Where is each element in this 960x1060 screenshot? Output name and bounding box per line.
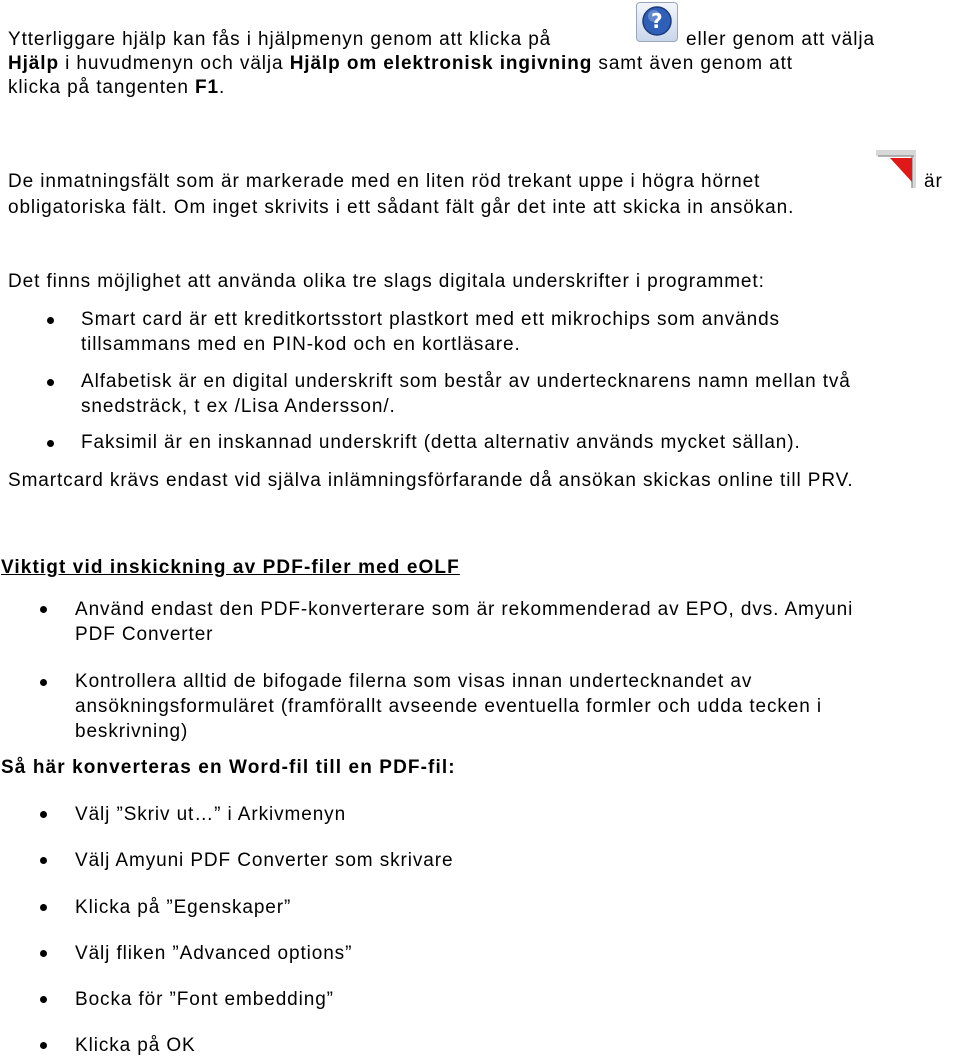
convert-step-6: Klicka på OK [75,1035,196,1056]
bullet-dot [40,996,47,1003]
pdf-item-line: beskrivning) [75,721,189,742]
convert-step-1: Välj ”Skriv ut…” i Arkivmenyn [75,804,347,825]
help-line-1b [686,28,875,52]
pdf-item-line: ansökningsformuläret (framförallt avseende eventuella formler och udda tecken i [75,696,823,717]
help-text-2b: samt även genom att [592,53,793,74]
help-bold-ingivning: Hjälp om elektronisk ingivning [289,53,593,74]
help-text-3b: . [219,77,226,98]
help-text-1b: eller genom att välja [686,29,875,50]
help-question-icon [636,2,678,42]
mandatory-text-1a: De inmatningsfält som är markerade med en liten röd trekant uppe i högra hörnet [8,171,761,192]
help-line-2 [8,52,793,76]
convert-step-4: Välj fliken ”Advanced options” [75,943,353,964]
mandatory-line-1b [924,170,943,194]
convert-step-2: Välj Amyuni PDF Converter som skrivare [75,850,454,871]
pdf-item-line: Kontrollera alltid de bifogade filerna som visas innan undertecknandet av [75,671,753,692]
mandatory-text-1b: är [924,171,943,192]
signature-item-line: snedsträck, t ex /Lisa Andersson/. [81,396,396,417]
signatures-footer-text: Smartcard krävs endast vid själva inlämningsförfarande då ansökan skickas online till PRV. [8,470,854,491]
mandatory-line-2 [8,196,794,220]
help-bold-f1: F1 [195,77,219,98]
pdf-item-line: PDF Converter [75,624,214,645]
svg-text:?: ? [650,9,664,33]
signatures-footer [8,469,854,493]
bullet-dot [40,606,47,613]
bullet-dot [47,317,54,324]
signature-item-line: Smart card är ett kreditkortsstort plastkort med ett mikrochips som används [81,309,780,330]
signature-item-alfabetisk [81,369,851,419]
convert-step-5: Bocka för ”Font embedding” [75,989,334,1010]
pdf-heading-text: Viktigt vid inskickning av PDF-filer med eOLF [1,557,460,578]
bullet-dot [40,857,47,864]
signature-item-line: Alfabetisk är en digital underskrift som består av undertecknarens namn mellan två [81,371,851,392]
signatures-intro-text: Det finns möjlighet att använda olika tre slags digitala underskrifter i programmet: [8,271,765,292]
pdf-heading [1,556,460,580]
help-text-1a: Ytterliggare hjälp kan fås i hjälpmenyn genom att klicka på [8,29,552,50]
bullet-dot [40,811,47,818]
help-line-1 [8,28,551,52]
red-triangle-corner-icon [874,148,918,190]
bullet-dot [47,379,54,386]
signature-item-line: Faksimil är en inskannad underskrift (detta alternativ används mycket sällan). [81,432,801,453]
signature-item-line: tillsammans med en PIN-kod och en kortläsare. [81,334,521,355]
convert-heading [1,756,456,780]
signature-item-smartcard [81,307,780,357]
bullet-dot [40,950,47,957]
signature-item-faksimil [81,430,801,455]
convert-step-3: Klicka på ”Egenskaper” [75,897,292,918]
bullet-dot [40,679,47,686]
pdf-item-line: Använd endast den PDF-konverterare som är rekommenderad av EPO, dvs. Amyuni [75,599,854,620]
bullet-dot [40,904,47,911]
help-bold-hjalp: Hjälp [8,53,59,74]
pdf-item-converter [75,597,853,647]
pdf-item-kontrollera [75,669,822,744]
help-line-3 [8,76,225,100]
bullet-dot [40,1042,47,1049]
mandatory-text-2: obligatoriska fält. Om inget skrivits i ett sådant fält går det inte att skicka in ansökan. [8,197,795,218]
help-text-2a: i huvudmenyn och välja [58,53,290,74]
convert-heading-text: Så här konverteras en Word-fil till en PDF-fil: [1,757,456,778]
bullet-dot [47,440,54,447]
mandatory-line-1 [8,170,760,194]
signatures-intro [8,270,765,294]
help-text-3a: klicka på tangenten [8,77,196,98]
